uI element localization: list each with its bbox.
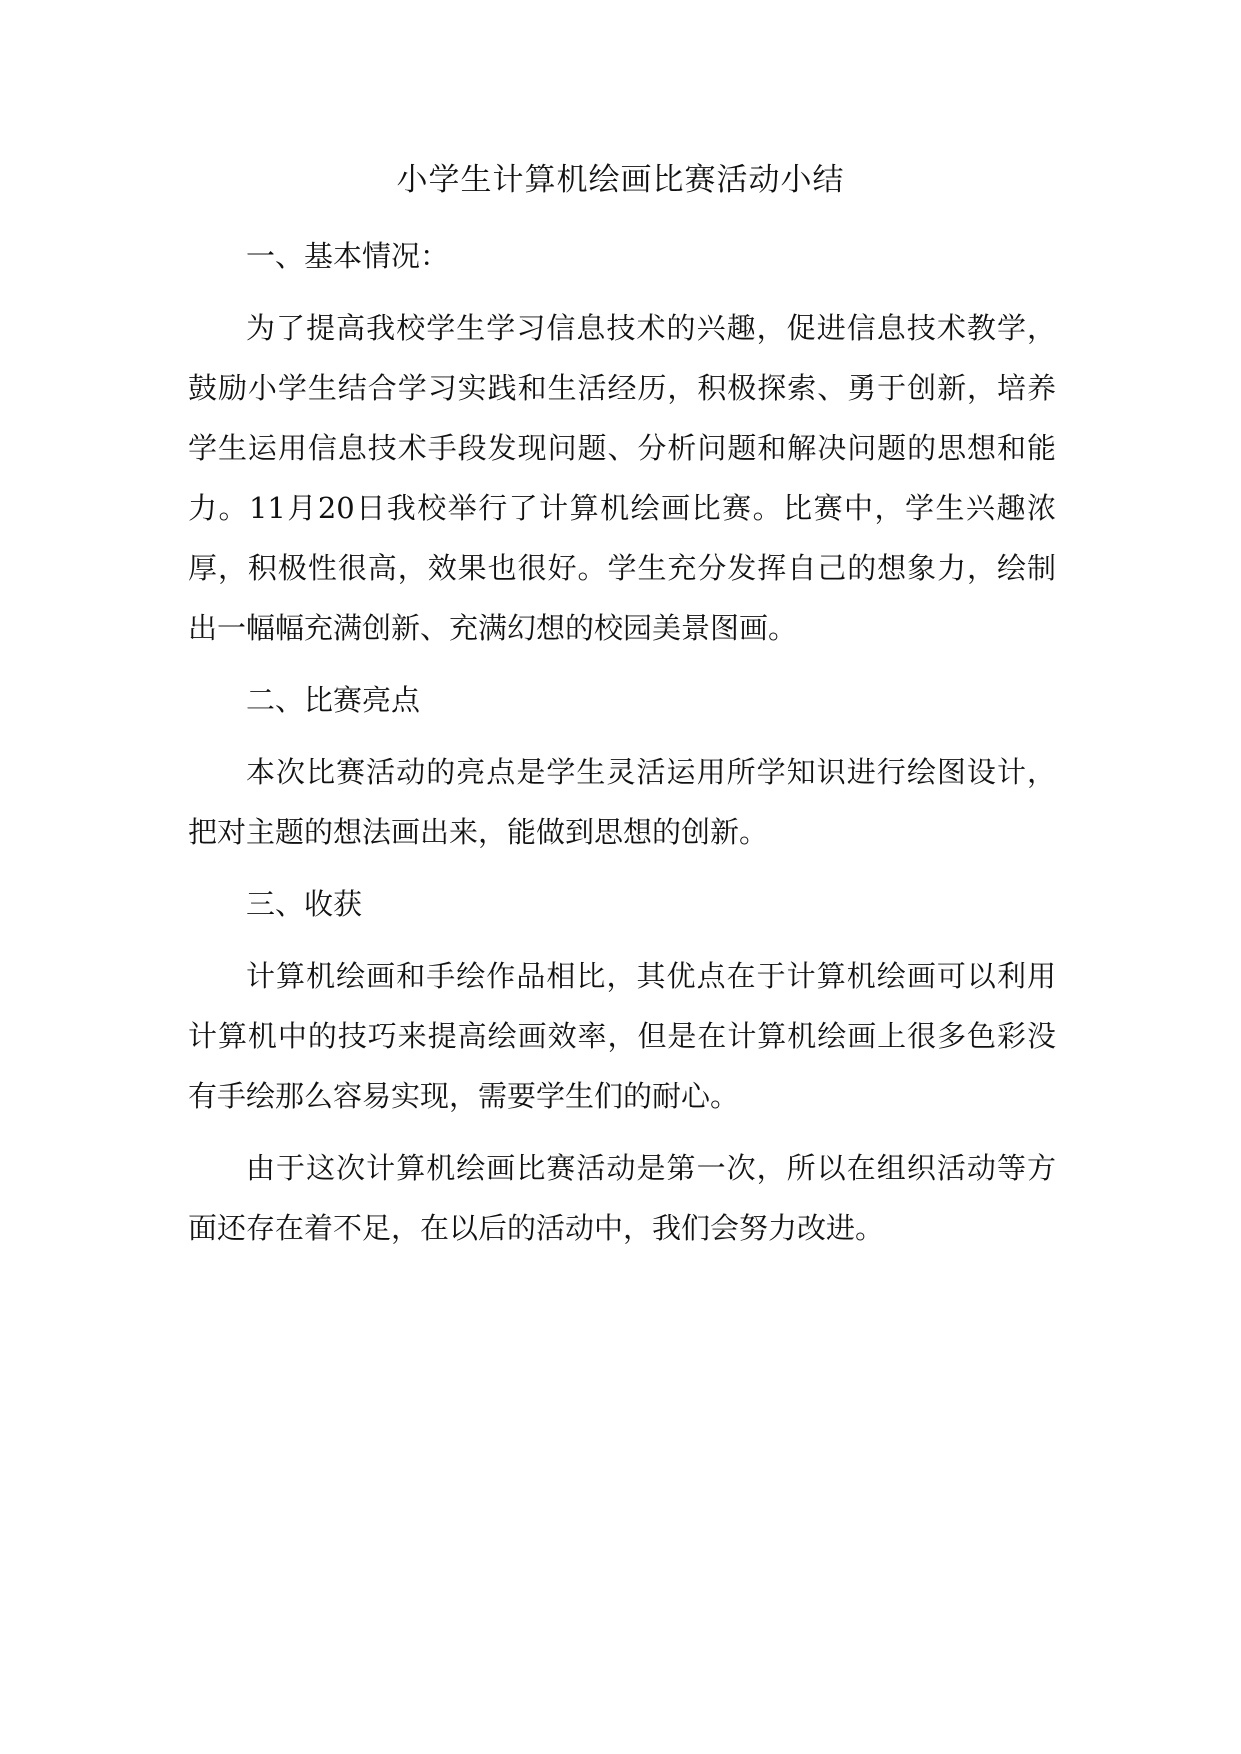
section-heading-basic-info: 一、基本情况： xyxy=(246,239,450,273)
document-title: 小学生计算机绘画比赛活动小结 xyxy=(396,162,845,198)
section-heading-gains: 三、收获 xyxy=(246,887,363,921)
paragraph-highlights: 本次比赛活动的亮点是学生灵活运用所学知识进行绘图设计，把对主题的想法画出来，能做到思想的创新。 xyxy=(188,755,1056,849)
document-body xyxy=(188,226,1056,1270)
paragraph-gains: 计算机绘画和手绘作品相比，其优点在于计算机绘画可以利用计算机中的技巧来提高绘画效率，但是在计算机绘画上很多色彩没有手绘那么容易实现，需要学生们的耐心。 xyxy=(188,959,1056,1113)
paragraph-conclusion: 由于这次计算机绘画比赛活动是第一次，所以在组织活动等方面还存在着不足，在以后的活动中，我们会努力改进。 xyxy=(188,1151,1056,1245)
section-heading-highlights: 二、比赛亮点 xyxy=(246,683,421,717)
paragraph-basic-info: 为了提高我校学生学习信息技术的兴趣，促进信息技术教学，鼓励小学生结合学习实践和生活经历，积极探索、勇于创新，培养学生运用信息技术手段发现问题、分析问题和解决问题的思想和能力。11月20日我校举行了计算机绘画比赛。比赛中，学生兴趣浓厚，积极性很高，效果也很好。学生充分发挥自己的想象力，绘制出一幅幅充满创新、充满幻想的校园美景图画。 xyxy=(188,311,1056,645)
